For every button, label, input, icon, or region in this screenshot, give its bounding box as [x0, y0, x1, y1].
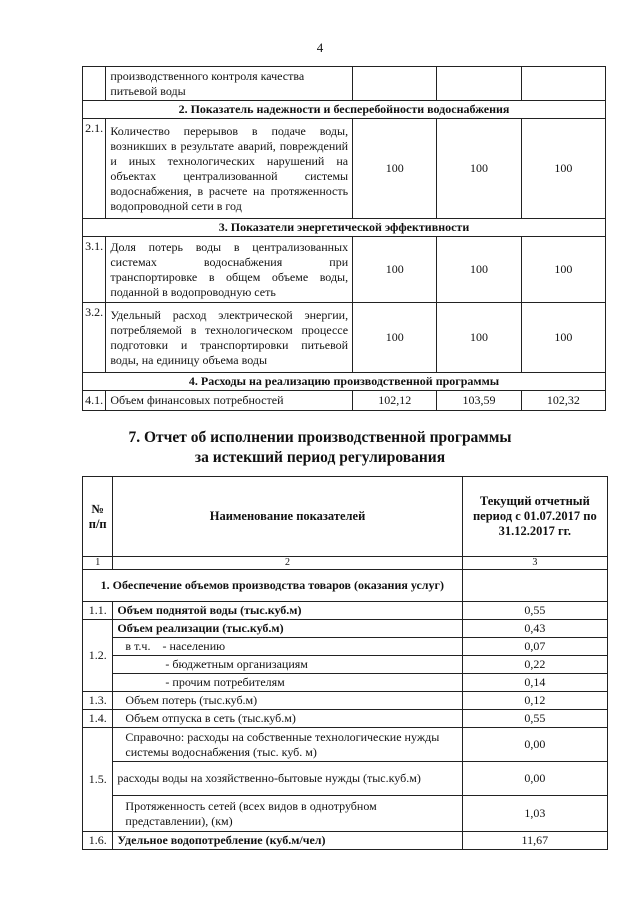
value-cell: 0,07 [462, 638, 607, 656]
table-row [83, 796, 608, 832]
table-row [83, 119, 606, 219]
value-cell: 100 [521, 303, 605, 373]
row-description: Удельный расход электрической энергии, потребляемой в технологическом процессе подготовки и транспортировки питьевой воды, на единицу объема воды [106, 303, 353, 373]
header-name: Наименование показателей [113, 477, 462, 557]
row-name: Справочно: расходы на собственные технологические нужды системы водоснабжения (тыс. куб. м) [113, 728, 462, 762]
row-number: 1.3. [83, 692, 113, 710]
row-name: Объем реализации (тыс.куб.м) [113, 620, 462, 638]
value-cell: 100 [353, 119, 437, 219]
value-cell: 0,00 [462, 762, 607, 796]
table-row [83, 762, 608, 796]
section-7-title-line2: за истекший период регулирования [194, 449, 446, 466]
table-row [83, 303, 606, 373]
value-cell: 0,12 [462, 692, 607, 710]
section-title: 2. Показатель надежности и бесперебойности водоснабжения [83, 101, 606, 119]
value-cell: 0,55 [462, 602, 607, 620]
section-7-title [0, 428, 640, 468]
table-row [83, 638, 608, 656]
row-name: Удельное водопотребление (куб.м/чел) [113, 832, 462, 850]
value-cell: 100 [437, 119, 521, 219]
index-cell: 3 [462, 557, 607, 570]
header-row [83, 477, 608, 557]
value-cell: 102,12 [353, 391, 437, 411]
row-description: Объем финансовых потребностей [106, 391, 353, 411]
row-description: производственного контроля качества питьевой воды [106, 67, 353, 101]
value-cell: 100 [353, 237, 437, 303]
header-number: № п/п [83, 477, 113, 557]
value-cell: 0,00 [462, 728, 607, 762]
value-cell: 100 [521, 119, 605, 219]
value-cell: 100 [437, 303, 521, 373]
value-cell: 102,32 [521, 391, 605, 411]
row-number: 4.1. [83, 391, 106, 411]
row-description: Доля потерь воды в централизованных системах водоснабжения при транспортировке в общем объеме воды, поданной в водопроводную сеть [106, 237, 353, 303]
section-header-row [83, 570, 608, 602]
row-number: 1.4. [83, 710, 113, 728]
row-number: 3.1. [83, 237, 106, 303]
index-cell: 1 [83, 557, 113, 570]
index-cell: 2 [113, 557, 462, 570]
header-period: Текущий отчетный период с 01.07.2017 по 31.12.2017 гг. [462, 477, 607, 557]
table-row [83, 237, 606, 303]
table-row [83, 602, 608, 620]
row-number: 1.6. [83, 832, 113, 850]
section-header-row [83, 101, 606, 119]
value-cell: 0,43 [462, 620, 607, 638]
row-name: расходы воды на хозяйственно-бытовые нужды (тыс.куб.м) [113, 762, 462, 796]
row-number: 1.2. [83, 620, 113, 692]
value-cell: 0,55 [462, 710, 607, 728]
value-cell: 100 [437, 237, 521, 303]
value-cell: 11,67 [462, 832, 607, 850]
value-cell: 1,03 [462, 796, 607, 832]
row-name: Объем поднятой воды (тыс.куб.м) [113, 602, 462, 620]
row-name: - прочим потребителям [113, 674, 462, 692]
section-header-row [83, 373, 606, 391]
table-row [83, 728, 608, 762]
section-title: 1. Обеспечение объемов производства товаров (оказания услуг) [83, 570, 463, 602]
row-number: 1.5. [83, 728, 113, 832]
row-name: в т.ч. - населению [113, 638, 462, 656]
table-row [83, 67, 606, 101]
table-row [83, 620, 608, 638]
value-cell: 100 [353, 303, 437, 373]
row-name: Объем потерь (тыс.куб.м) [113, 692, 462, 710]
index-row [83, 557, 608, 570]
section-title: 4. Расходы на реализацию производственной программы [83, 373, 606, 391]
row-number: 1.1. [83, 602, 113, 620]
section-title: 3. Показатели энергетической эффективности [83, 219, 606, 237]
table-row [83, 832, 608, 850]
indicators-table [82, 66, 606, 411]
row-name: Протяженность сетей (всех видов в однотрубном представлении), (км) [113, 796, 462, 832]
row-number: 2.1. [83, 119, 106, 219]
table-row [83, 692, 608, 710]
row-number [83, 67, 106, 101]
section-7-title-line1: 7. Отчет об исполнении производственной программы [128, 429, 512, 446]
table-row [83, 674, 608, 692]
table-row [83, 710, 608, 728]
value-cell: 0,22 [462, 656, 607, 674]
value-cell: 0,14 [462, 674, 607, 692]
row-name: - бюджетным организациям [113, 656, 462, 674]
table-row [83, 391, 606, 411]
row-number: 3.2. [83, 303, 106, 373]
page-number: 4 [316, 40, 324, 55]
table-row [83, 656, 608, 674]
section-header-row [83, 219, 606, 237]
row-description: Количество перерывов в подаче воды, возникших в результате аварий, повреждений и иных технологических нарушений на объектах централизованной системы водоснабжения, в расчете на протяженность водопроводной сети в год [106, 119, 353, 219]
report-table [82, 476, 608, 850]
value-cell: 103,59 [437, 391, 521, 411]
value-cell: 100 [521, 237, 605, 303]
row-name: Объем отпуска в сеть (тыс.куб.м) [113, 710, 462, 728]
